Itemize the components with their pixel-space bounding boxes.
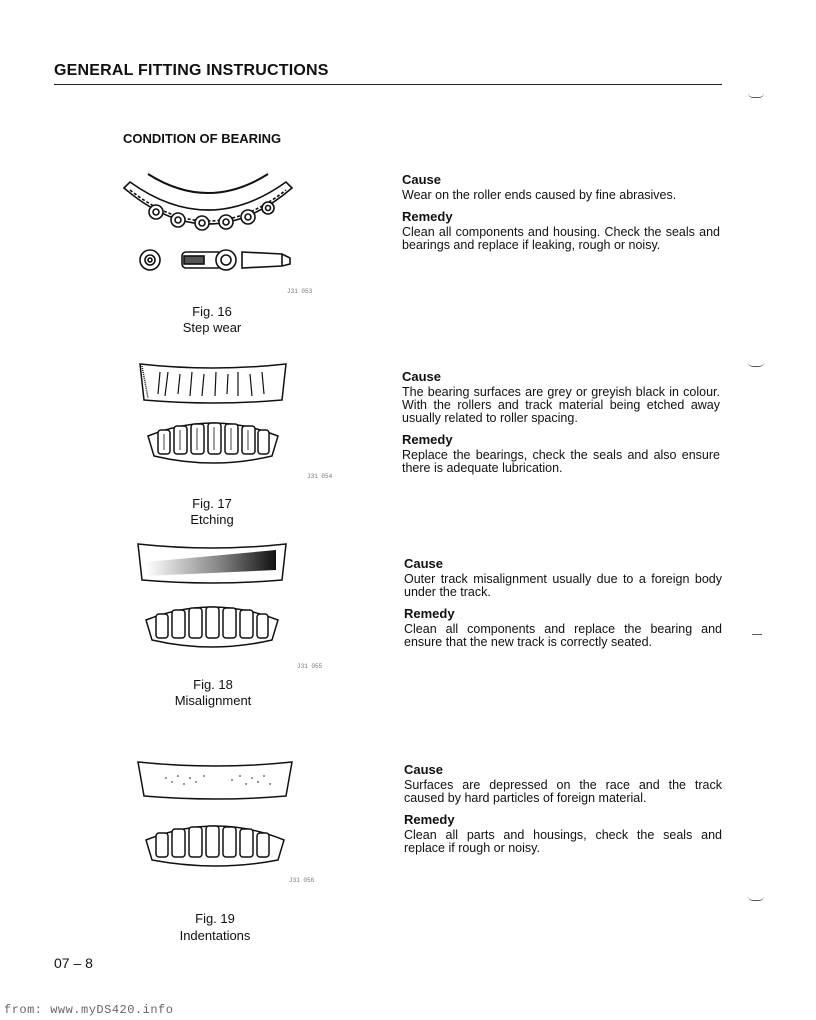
fig19-number: Fig. 19 [195, 911, 235, 926]
fig19-cause-heading: Cause [404, 762, 444, 777]
fig19-cause-text: Surfaces are depressed on the race and the track caused by hard particles of foreign material. [404, 778, 722, 805]
fig17-etching-illustration [138, 360, 288, 470]
fig17-number: Fig. 17 [192, 496, 232, 511]
fig17-caption: Etching [190, 512, 234, 527]
fig17-cause-heading: Cause [402, 369, 442, 384]
fig18-number: Fig. 18 [193, 677, 233, 692]
fig16-step-wear-illustration [118, 160, 298, 278]
fig16-remedy-heading: Remedy [402, 209, 453, 224]
fig17-description [402, 370, 720, 483]
page-number: 07 – 8 [54, 955, 93, 971]
fig18-description [404, 557, 722, 657]
fig19-description [404, 763, 722, 863]
fig18-remedy-text: Clean all components and replace the bearing and ensure that the new track is correctly seated. [404, 622, 722, 649]
fig19-remedy-text: Clean all parts and housings, check the seals and replace if rough or noisy. [404, 828, 722, 855]
fig16-number: Fig. 16 [192, 304, 232, 319]
margin-mark [748, 93, 764, 98]
fig16-caption: Step wear [182, 320, 242, 335]
fig16-cause-heading: Cause [402, 172, 442, 187]
margin-mark [748, 896, 764, 901]
fig16-ref-code: J31 053 [287, 288, 313, 295]
fig18-caption: Misalignment [174, 693, 252, 708]
fig18-ref-code: J31 055 [297, 663, 323, 670]
fig18-cause-text: Outer track misalignment usually due to a foreign body under the track. [404, 572, 722, 599]
fig18-cause-heading: Cause [404, 556, 444, 571]
fig16-cause-text: Wear on the roller ends caused by fine abrasives. [402, 188, 677, 202]
fig19-remedy-heading: Remedy [404, 812, 455, 827]
fig17-ref-code: J31 054 [307, 473, 333, 480]
fig18-remedy-heading: Remedy [404, 606, 455, 621]
fig16-description [402, 173, 720, 260]
margin-mark [748, 362, 764, 367]
page-header-title: GENERAL FITTING INSTRUCTIONS [54, 62, 329, 79]
margin-mark [752, 630, 762, 635]
header-rule [54, 84, 722, 85]
fig19-ref-code: J31 056 [289, 877, 315, 884]
fig16-remedy-text: Clean all components and housing. Check the seals and bearings and replace if leaking, rough or noisy. [402, 225, 720, 252]
fig17-remedy-heading: Remedy [402, 432, 453, 447]
footer-watermark: from: www.myDS420.info [4, 1003, 174, 1017]
section-title: CONDITION OF BEARING [123, 131, 282, 146]
fig18-misalignment-illustration [136, 540, 288, 658]
fig19-indentations-illustration [136, 760, 296, 870]
fig17-remedy-text: Replace the bearings, check the seals and also ensure there is adequate lubrication. [402, 448, 720, 475]
fig19-caption: Indentations [179, 928, 251, 943]
fig17-cause-text: The bearing surfaces are grey or greyish black in colour. With the rollers and track material being etched away usually related to roller spacing. [402, 385, 720, 425]
